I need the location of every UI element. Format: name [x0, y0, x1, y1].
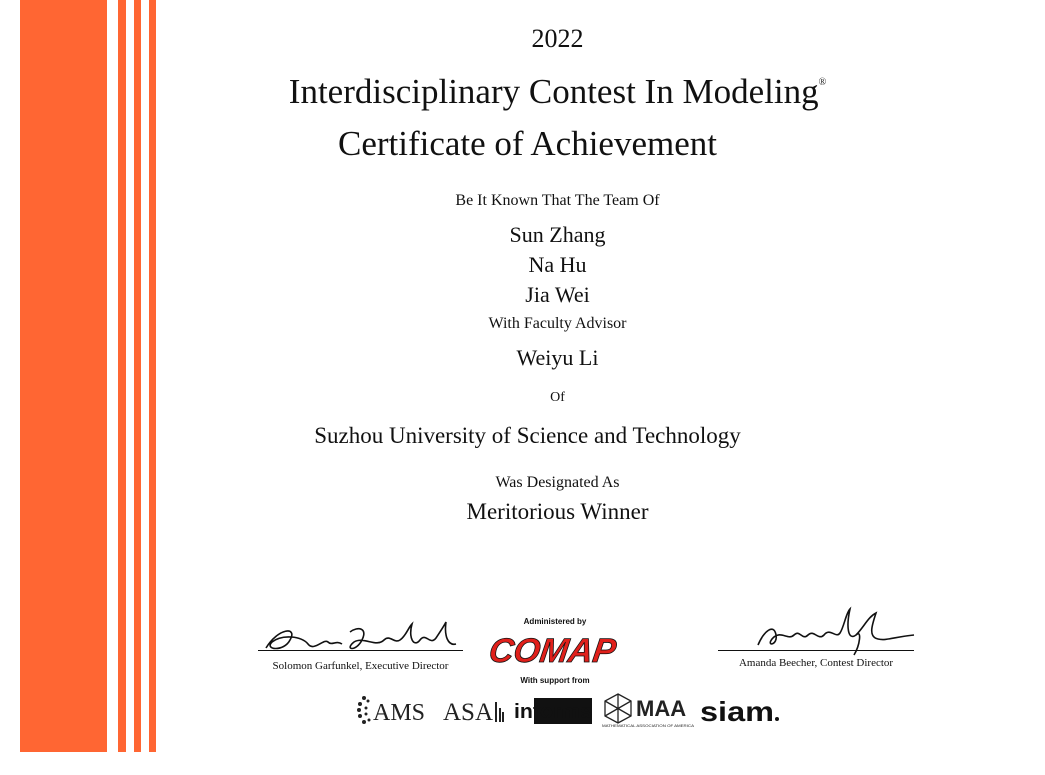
executive-director-caption: Solomon Garfunkel, Executive Director: [272, 660, 449, 672]
signature-line-left: [258, 650, 463, 651]
advisor-label: With Faculty Advisor: [488, 315, 627, 332]
team-intro: Be It Known That The Team Of: [455, 192, 660, 209]
contest-name-text: Interdisciplinary Contest In Modeling: [288, 72, 819, 111]
signature-line-right: [718, 650, 914, 651]
certificate-title: Certificate of Achievement: [337, 124, 717, 163]
siam-registered-icon: [775, 717, 779, 721]
ams-logo: [355, 690, 437, 728]
asa-bars-icon: [495, 702, 504, 722]
team-member: Jia Wei: [525, 282, 590, 307]
informs-logo-text: informs: [514, 701, 592, 723]
asa-logo-text: ASA: [443, 699, 494, 726]
support-label: With support from: [520, 676, 590, 685]
certificate-year: 2022: [531, 24, 584, 53]
siam-logo-text: siam: [700, 696, 774, 727]
orange-band-wide: [20, 0, 107, 752]
informs-logo: [512, 690, 596, 728]
team-member: Na Hu: [528, 252, 587, 277]
siam-logo: [698, 690, 780, 728]
signature-beecher: [718, 605, 918, 660]
designated-label: Was Designated As: [495, 474, 620, 491]
contest-director-caption: Amanda Beecher, Contest Director: [738, 657, 894, 669]
maa-polyhedron-icon: [605, 694, 631, 723]
institution-name: Suzhou University of Science and Technology: [314, 423, 741, 448]
orange-band-thin-1: [118, 0, 126, 752]
orange-band-thin-2: [134, 0, 141, 752]
maa-logo-text: MAA: [636, 696, 687, 721]
signature-garfunkel: [258, 618, 463, 660]
of-label: Of: [550, 390, 565, 405]
asa-logo: [441, 690, 505, 728]
comap-logo-text: COMAP: [486, 632, 619, 670]
maa-logo-subtitle: MATHEMATICAL ASSOCIATION OF AMERICA: [602, 724, 695, 728]
advisor-name: Weiyu Li: [516, 345, 599, 370]
registered-mark: ®: [818, 77, 827, 88]
administered-by-label: Administered by: [523, 617, 587, 626]
orange-band-thin-3: [149, 0, 156, 752]
team-member: Sun Zhang: [509, 222, 606, 247]
ams-dots-icon: [357, 696, 371, 724]
maa-logo: [600, 690, 698, 728]
comap-logo: [486, 626, 619, 672]
award-title: Meritorious Winner: [466, 499, 649, 524]
contest-name: [70, 72, 1045, 112]
ams-logo-text: AMS: [373, 700, 426, 726]
